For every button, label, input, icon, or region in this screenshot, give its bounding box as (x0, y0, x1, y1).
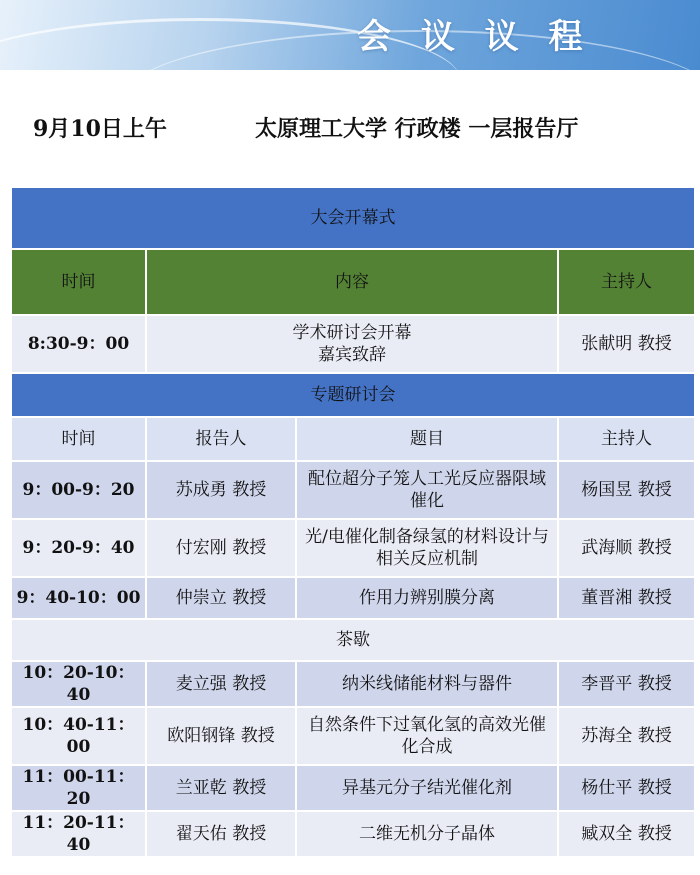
session-info (0, 112, 700, 152)
header-banner (0, 0, 700, 70)
talk-time: 9：40-10：00 (11, 577, 146, 619)
table-row (11, 661, 695, 707)
talk-topic: 配位超分子笼人工光反应器限域催化 (296, 461, 558, 519)
talk-speaker: 翟天佑 教授 (146, 811, 296, 857)
talk-host: 李晋平 教授 (558, 661, 695, 707)
column-header-speaker: 报告人 (146, 417, 296, 461)
talk-host: 苏海全 教授 (558, 707, 695, 765)
talk-time: 10：20-10：40 (11, 661, 146, 707)
table-row (11, 519, 695, 577)
talk-host: 杨仕平 教授 (558, 765, 695, 811)
column-header-time: 时间 (11, 249, 146, 315)
symposium-section-header (11, 373, 695, 417)
column-header-time: 时间 (11, 417, 146, 461)
talk-host: 杨国昱 教授 (558, 461, 695, 519)
column-header-host: 主持人 (558, 249, 695, 315)
break-label: 茶歇 (11, 619, 695, 661)
break-row (11, 619, 695, 661)
opening-content-line: 嘉宾致辞 (318, 345, 386, 365)
agenda-table (10, 186, 696, 858)
opening-row (11, 315, 695, 373)
talk-time: 10：40-11：00 (11, 707, 146, 765)
talk-speaker: 麦立强 教授 (146, 661, 296, 707)
talk-time: 11：20-11：40 (11, 811, 146, 857)
symposium-title: 专题研讨会 (11, 373, 695, 417)
opening-host: 张献明 教授 (558, 315, 695, 373)
talk-time: 11：00-11：20 (11, 765, 146, 811)
opening-column-headers (11, 249, 695, 315)
talk-host: 董晋湘 教授 (558, 577, 695, 619)
table-row (11, 811, 695, 857)
column-header-host: 主持人 (558, 417, 695, 461)
table-row (11, 707, 695, 765)
talk-topic: 光/电催化制备绿氢的材料设计与相关反应机制 (296, 519, 558, 577)
talk-speaker: 苏成勇 教授 (146, 461, 296, 519)
talk-speaker: 仲崇立 教授 (146, 577, 296, 619)
table-row (11, 765, 695, 811)
talk-time: 9：20-9：40 (11, 519, 146, 577)
column-header-topic: 题目 (296, 417, 558, 461)
opening-content-line: 学术研讨会开幕 (292, 323, 412, 343)
symposium-column-headers (11, 417, 695, 461)
talk-topic: 作用力辨别膜分离 (296, 577, 558, 619)
table-row (11, 461, 695, 519)
talk-speaker: 兰亚乾 教授 (146, 765, 296, 811)
talk-speaker: 欧阳钢锋 教授 (146, 707, 296, 765)
talk-host: 臧双全 教授 (558, 811, 695, 857)
talk-host: 武海顺 教授 (558, 519, 695, 577)
page-title: 会 议 议 程 (357, 17, 592, 57)
session-venue: 太原理工大学 行政楼 一层报告厅 (255, 116, 579, 142)
talk-topic: 二维无机分子晶体 (296, 811, 558, 857)
opening-content (146, 315, 558, 373)
talk-time: 9：00-9：20 (11, 461, 146, 519)
talk-topic: 自然条件下过氧化氢的高效光催化合成 (296, 707, 558, 765)
talk-speaker: 付宏刚 教授 (146, 519, 296, 577)
talk-topic: 纳米线储能材料与器件 (296, 661, 558, 707)
opening-title: 大会开幕式 (11, 187, 695, 249)
opening-time: 8:30-9：00 (11, 315, 146, 373)
opening-section-header (11, 187, 695, 249)
table-row (11, 577, 695, 619)
talk-topic: 异基元分子结光催化剂 (296, 765, 558, 811)
column-header-content: 内容 (146, 249, 558, 315)
session-date: 9月10日上午 (33, 116, 167, 142)
